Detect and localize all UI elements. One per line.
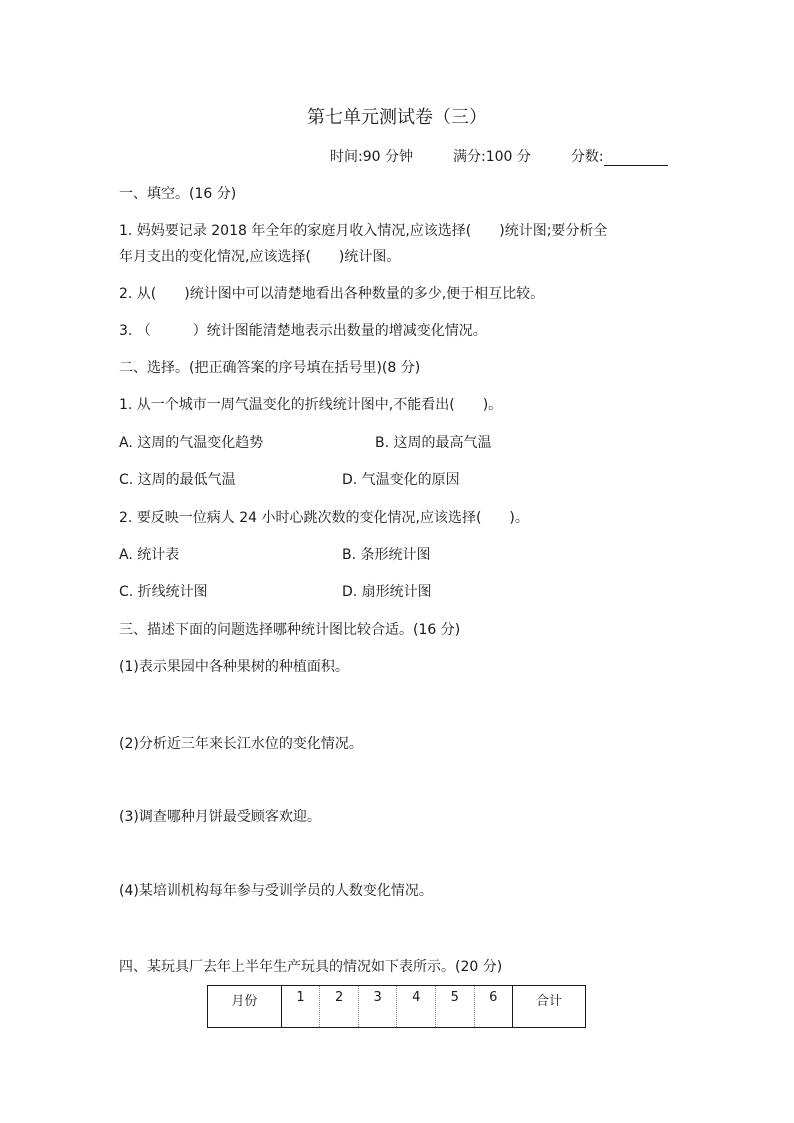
page-title: 第七单元测试卷（三） xyxy=(307,107,487,128)
section-2-heading: 二、选择。(把正确答案的序号填在括号里)(8 分) xyxy=(119,360,421,376)
score-label: 分数: xyxy=(570,149,604,165)
s3-q3: (3)调查哪种月饼最受顾客欢迎。 xyxy=(119,809,321,825)
s2-q1: 1. 从一个城市一周气温变化的折线统计图中,不能看出( )。 xyxy=(119,397,503,413)
table-header-total: 合计 xyxy=(513,986,586,1028)
s2-q2-option-a: A. 统计表 xyxy=(119,547,180,563)
s3-q2: (2)分析近三年来长江水位的变化情况。 xyxy=(119,736,363,752)
s1-q1-line2: 年月支出的变化情况,应该选择( )统计图。 xyxy=(119,249,401,265)
table-header-cell: 1 xyxy=(281,986,320,1028)
table-header-cell: 2 xyxy=(320,986,359,1028)
s3-q1: (1)表示果园中各种果树的种植面积。 xyxy=(119,659,349,675)
s3-q4: (4)某培训机构每年参与受训学员的人数变化情况。 xyxy=(119,883,433,899)
time-label: 时间:90 分钟 xyxy=(330,149,413,165)
toy-production-table xyxy=(207,985,586,1028)
full-score-label: 满分:100 分 xyxy=(452,149,531,165)
s1-q1-line1: 1. 妈妈要记录 2018 年全年的家庭月收入情况,应该选择( )统计图;要分析全 xyxy=(119,223,608,239)
table-row xyxy=(208,986,586,1028)
s2-q2-option-d: D. 扇形统计图 xyxy=(342,584,432,600)
section-3-heading: 三、描述下面的问题选择哪种统计图比较合适。(16 分) xyxy=(119,622,461,638)
s2-q2-option-c: C. 折线统计图 xyxy=(119,584,208,600)
section-4-heading: 四、某玩具厂去年上半年生产玩具的情况如下表所示。(20 分) xyxy=(119,959,503,975)
table-header-cell: 5 xyxy=(435,986,474,1028)
s2-q2: 2. 要反映一位病人 24 小时心跳次数的变化情况,应该选择( )。 xyxy=(119,510,529,526)
section-1-heading: 一、填空。(16 分) xyxy=(119,186,237,202)
score-blank[interactable] xyxy=(604,151,668,166)
s2-q2-option-b: B. 条形统计图 xyxy=(342,547,431,563)
table-header-month: 月份 xyxy=(208,986,282,1028)
table-header-cell: 6 xyxy=(474,986,513,1028)
s1-q3: 3. （ ）统计图能清楚地表示出数量的增减变化情况。 xyxy=(119,323,487,339)
table-header-cell: 3 xyxy=(358,986,397,1028)
s2-q1-option-a: A. 这周的气温变化趋势 xyxy=(119,435,264,451)
exam-meta xyxy=(330,146,668,166)
s2-q1-option-b: B. 这周的最高气温 xyxy=(375,435,492,451)
s1-q2: 2. 从( )统计图中可以清楚地看出各种数量的多少,便于相互比较。 xyxy=(119,286,545,302)
s2-q1-option-d: D. 气温变化的原因 xyxy=(342,472,460,488)
table-header-cell: 4 xyxy=(397,986,436,1028)
s2-q1-option-c: C. 这周的最低气温 xyxy=(119,472,236,488)
